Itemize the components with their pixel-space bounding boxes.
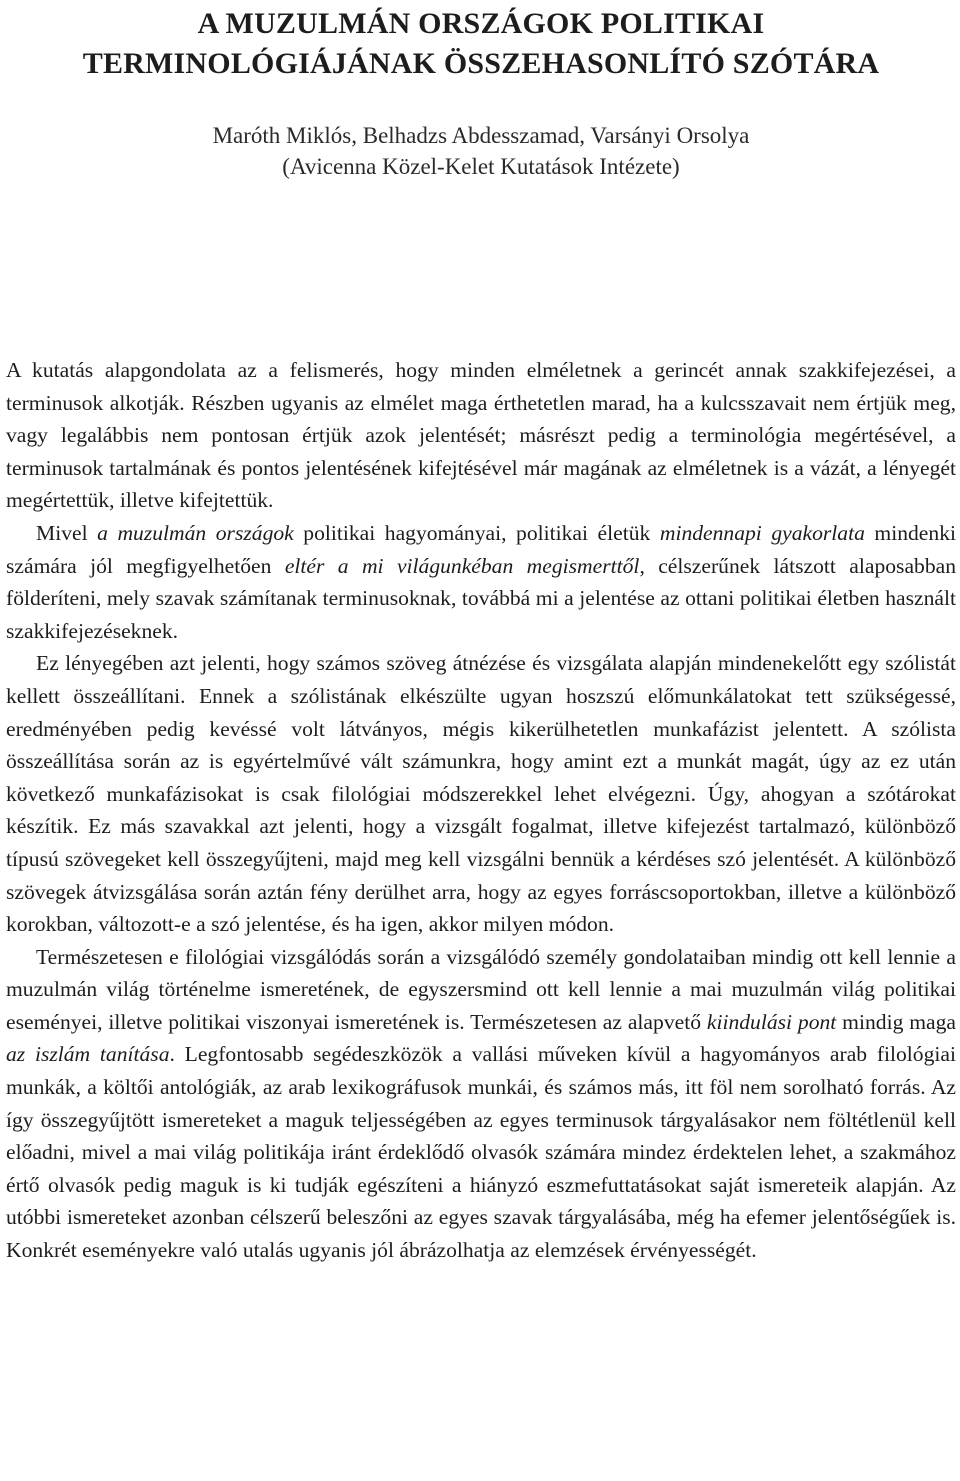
body-text [6, 354, 956, 1267]
text-run: . Legfontosabb segédeszközök a vallási műveken kívül a hagyományos arab filológiai munkák, a költői antológiák, az arab lexikográfusok munkái, és számos más, itt föl nem sorolható forrás. Az így összegyűjtött ismereteket a maguk teljességében az egyes terminusok tárgyalásakor nem föltétlenül kell előadni, mivel a mai világ politikája iránt érdeklődő olvasók számára mindez érdektelen lehet, a szakmához értő olvasók pedig maguk is ki tudják egészíteni a hiányzó eszmefuttatásokat saját ismereteik alapján. Az utóbbi ismereteket azonban célszerű beleszőni az egyes szavak tárgyalásába, még ha efemer jelentőségűek is. Konkrét eseményekre való utalás ugyanis jól ábrázolhatja az elemzések érvényességét. [6, 1042, 956, 1263]
page-title [6, 0, 956, 84]
paragraph-2 [6, 517, 956, 647]
text-run: mindenki számára jól megfigyelhetően [6, 520, 956, 578]
text-run: Természetesen e filológiai vizsgálódás során a vizsgálódó személy gondolataiban mindig ott kell lennie a muzulmán világ történelme ismeretének, de egyszersmind ott kell lennie a mai muzulmán világ politikai eseményei, illetve politikai viszonyai ismeretének is. Természetesen az alapvető [6, 944, 956, 1034]
paragraph-1: A kutatás alapgondolata az a felismerés, hogy minden elméletnek a gerincét annak szakkifejezései, a terminusok alkotják. Részben ugyanis az elmélet maga érthetetlen marad, ha a kulcsszavait nem értjük meg, vagy legalábbis nem pontosan értjük azok jelentését; másrészt pedig a terminológia megértésével, a terminusok tartalmának és pontos jelentésének kifejtésével már magának az elméletnek is a vázát, a lényegét megértettük, illetve kifejtettük. [6, 358, 956, 513]
italic-phrase: eltér a mi világunkéban megismerttől [284, 553, 640, 578]
paragraph-3: Ez lényegében azt jelenti, hogy számos szöveg átnézése és vizsgálata alapján mindenekelőtt egy szólistát kellett összeállítani. Ennek a szólistának elkészülte ugyan hoszszú előmunkálatokat tett szükségessé, eredményében pedig kevéssé volt látványos, mégis kikerülhetetlen munkafázist jelentett. A szólista összeállítása során az is egyértelművé vált számunkra, hogy amint ezt a munkát magát, úgy az ez után következő munkafázisokat is csak filológiai módszerekkel lehet elvégezni. Úgy, ahogyan a szótárokat készítik. Ez más szavakkal azt jelenti, hogy a vizsgált fogalmat, illetve kifejezést tartalmazó, különböző típusú szövegeket kell összegyűjteni, majd meg kell vizsgálni bennük a kérdéses szó jelentését. A különböző szövegek átvizsgálása során aztán fény derülhet arra, hogy az egyes forráscsoportokban, illetve a különböző korokban, változott-e a szó jelentése, és ha igen, akkor milyen módon. [6, 651, 956, 937]
italic-phrase: kiindulási pont [706, 1009, 837, 1034]
italic-phrase: mindennapi gyakorlata [659, 520, 865, 545]
text-run: mindig maga [836, 1009, 956, 1034]
italic-phrase: az iszlám tanítása [6, 1042, 170, 1067]
text-run: politikai hagyományai, politikai életük [293, 520, 660, 545]
author-block [6, 120, 956, 182]
authors: Maróth Miklós, Belhadzs Abdesszamad, Varsányi Orsolya [212, 123, 750, 148]
title-line-1: A MUZULMÁN ORSZÁGOK POLITIKAI [197, 7, 765, 40]
paragraph-4 [6, 941, 956, 1267]
italic-phrase: a muzulmán országok [97, 520, 294, 545]
text-run: , célszerűnek látszott alaposabban földeríteni, mely szavak számítanak terminusoknak, továbbá mi a jelentése az ottani politikai életben használt szakkifejezéseknek. [6, 553, 957, 643]
institute: (Avicenna Közel-Kelet Kutatások Intézete) [282, 154, 680, 179]
title-line-2: TERMINOLÓGIÁJÁNAK ÖSSZEHASONLÍTÓ SZÓTÁRA [82, 47, 880, 80]
text-run: Mivel [36, 520, 98, 545]
